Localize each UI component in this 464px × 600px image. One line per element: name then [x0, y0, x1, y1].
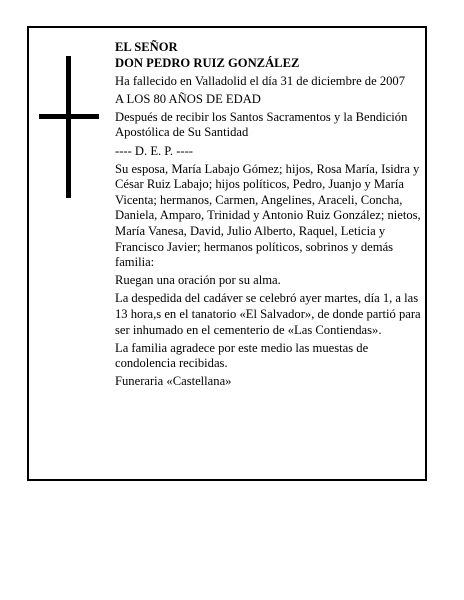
age-statement: A LOS 80 AÑOS DE EDAD — [115, 91, 261, 106]
rip-line: ---- D. E. P. ---- — [115, 143, 193, 158]
obituary-notice — [27, 26, 427, 481]
deceased-name: DON PEDRO RUIZ GONZÁLEZ — [115, 55, 300, 70]
cross-horizontal-bar — [39, 114, 99, 119]
prayer-request: Ruegan una oración por su alma. — [115, 273, 281, 288]
cross-icon — [39, 56, 99, 198]
title-line-1: EL SEÑOR — [115, 40, 178, 54]
funeral-home: Funeraria «Castellana» — [115, 374, 232, 389]
cross-vertical-bar — [66, 56, 71, 198]
death-statement: Ha fallecido en Valladolid el día 31 de diciembre de 2007 — [115, 73, 406, 88]
sacraments-statement: Después de recibir los Santos Sacramentos y la Bendición Apostólica de Su Santidad — [115, 109, 408, 140]
farewell-details: La despedida del cadáver se celebró ayer martes, día 1, a las 13 hora,s en el tanatorio «El Salvador», de donde partió para ser inhumado en el cementerio de «Las Contiendas». — [115, 291, 421, 337]
thanks-statement: La familia agradece por este medio las muestas de condolencia recibidas. — [115, 340, 369, 371]
notice-text — [115, 40, 421, 392]
family-list: Su esposa, María Labajo Gómez; hijos, Rosa María, Isidra y César Ruiz Labajo; hijos políticos, Pedro, Juanjo y María Vicenta; hermanos, Carmen, Angelines, Araceli, Concha, Daniela, Amparo, Trinidad y Antonio Ruiz González; nietos, María Vanesa, David, Julio Alberto, Raquel, Leticia y Francisco Javier; hermanos políticos, sobrinos y demás familia: — [115, 161, 421, 270]
